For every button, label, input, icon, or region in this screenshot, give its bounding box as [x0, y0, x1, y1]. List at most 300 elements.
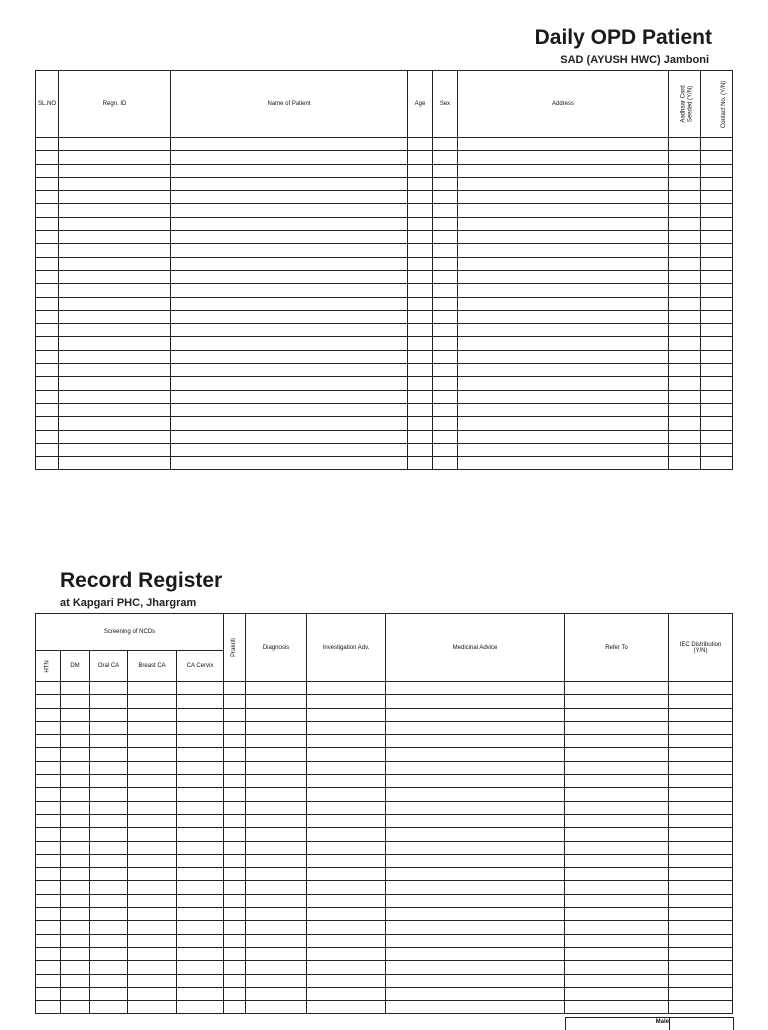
opd-table-cell[interactable]: [701, 403, 733, 416]
opd-table-cell[interactable]: [458, 310, 669, 323]
opd-table-cell[interactable]: [458, 164, 669, 177]
record-table-cell[interactable]: [246, 841, 307, 854]
record-table-cell[interactable]: [307, 908, 386, 921]
record-table-cell[interactable]: [224, 761, 246, 774]
opd-table-cell[interactable]: [669, 270, 701, 283]
opd-table-cell[interactable]: [458, 244, 669, 257]
record-table-cell[interactable]: [565, 921, 669, 934]
record-table-cell[interactable]: [669, 934, 733, 947]
record-table-cell[interactable]: [36, 868, 61, 881]
opd-table-cell[interactable]: [669, 377, 701, 390]
record-table-cell[interactable]: [61, 908, 90, 921]
record-table-cell[interactable]: [224, 921, 246, 934]
opd-table-cell[interactable]: [433, 244, 458, 257]
opd-table-cell[interactable]: [408, 350, 433, 363]
record-table-cell[interactable]: [36, 721, 61, 734]
opd-table-cell[interactable]: [36, 138, 59, 151]
record-table-cell[interactable]: [669, 868, 733, 881]
record-table-cell[interactable]: [386, 947, 565, 960]
record-table-cell[interactable]: [90, 881, 128, 894]
opd-table-cell[interactable]: [59, 151, 171, 164]
record-table-cell[interactable]: [307, 708, 386, 721]
opd-table-cell[interactable]: [433, 310, 458, 323]
opd-table-cell[interactable]: [59, 270, 171, 283]
record-table-cell[interactable]: [90, 894, 128, 907]
record-table-cell[interactable]: [386, 828, 565, 841]
opd-table-cell[interactable]: [458, 217, 669, 230]
record-table-cell[interactable]: [307, 987, 386, 1000]
record-table-cell[interactable]: [36, 801, 61, 814]
opd-table-cell[interactable]: [458, 457, 669, 470]
opd-table-cell[interactable]: [701, 270, 733, 283]
opd-table-cell[interactable]: [669, 390, 701, 403]
record-table-cell[interactable]: [36, 921, 61, 934]
opd-table-cell[interactable]: [433, 364, 458, 377]
record-table-cell[interactable]: [224, 788, 246, 801]
record-table-cell[interactable]: [36, 934, 61, 947]
record-table-cell[interactable]: [128, 894, 177, 907]
opd-table-cell[interactable]: [669, 138, 701, 151]
opd-table-cell[interactable]: [701, 324, 733, 337]
opd-table-cell[interactable]: [59, 457, 171, 470]
opd-table-cell[interactable]: [36, 177, 59, 190]
record-table-cell[interactable]: [177, 761, 224, 774]
record-table-cell[interactable]: [669, 961, 733, 974]
record-table-cell[interactable]: [177, 934, 224, 947]
opd-table-cell[interactable]: [408, 270, 433, 283]
record-table-cell[interactable]: [386, 908, 565, 921]
record-table-cell[interactable]: [386, 854, 565, 867]
record-table-cell[interactable]: [386, 868, 565, 881]
record-table-cell[interactable]: [90, 814, 128, 827]
opd-table-cell[interactable]: [701, 231, 733, 244]
record-table-cell[interactable]: [224, 814, 246, 827]
record-table-cell[interactable]: [177, 908, 224, 921]
record-table-cell[interactable]: [36, 961, 61, 974]
opd-table-cell[interactable]: [458, 284, 669, 297]
record-table-cell[interactable]: [307, 788, 386, 801]
record-table-cell[interactable]: [565, 961, 669, 974]
opd-table-cell[interactable]: [458, 191, 669, 204]
record-table-cell[interactable]: [61, 974, 90, 987]
opd-table-cell[interactable]: [171, 257, 408, 270]
record-table-cell[interactable]: [128, 934, 177, 947]
record-table-cell[interactable]: [565, 788, 669, 801]
record-table-cell[interactable]: [669, 974, 733, 987]
opd-table-cell[interactable]: [59, 191, 171, 204]
opd-table-cell[interactable]: [36, 443, 59, 456]
record-table-cell[interactable]: [386, 1001, 565, 1014]
opd-table-cell[interactable]: [669, 284, 701, 297]
opd-table-cell[interactable]: [458, 177, 669, 190]
opd-table-cell[interactable]: [701, 138, 733, 151]
opd-table-cell[interactable]: [36, 297, 59, 310]
record-table-cell[interactable]: [565, 721, 669, 734]
record-table-cell[interactable]: [307, 721, 386, 734]
record-table-cell[interactable]: [565, 987, 669, 1000]
record-table-cell[interactable]: [307, 934, 386, 947]
record-table-cell[interactable]: [36, 894, 61, 907]
opd-table-cell[interactable]: [171, 364, 408, 377]
record-table-cell[interactable]: [177, 974, 224, 987]
record-table-cell[interactable]: [246, 828, 307, 841]
record-table-cell[interactable]: [669, 775, 733, 788]
opd-table-cell[interactable]: [408, 443, 433, 456]
opd-table-cell[interactable]: [36, 430, 59, 443]
record-table-cell[interactable]: [224, 721, 246, 734]
record-table-cell[interactable]: [565, 775, 669, 788]
record-table-cell[interactable]: [177, 987, 224, 1000]
record-table-cell[interactable]: [307, 881, 386, 894]
opd-table-cell[interactable]: [669, 151, 701, 164]
record-table-cell[interactable]: [224, 841, 246, 854]
record-table-cell[interactable]: [307, 947, 386, 960]
record-table-cell[interactable]: [386, 708, 565, 721]
opd-table-cell[interactable]: [59, 138, 171, 151]
record-table-cell[interactable]: [61, 868, 90, 881]
opd-table-cell[interactable]: [701, 164, 733, 177]
record-table-cell[interactable]: [128, 987, 177, 1000]
record-table-cell[interactable]: [128, 854, 177, 867]
opd-table-cell[interactable]: [171, 337, 408, 350]
opd-table-cell[interactable]: [701, 457, 733, 470]
record-table-cell[interactable]: [307, 775, 386, 788]
record-table-cell[interactable]: [224, 695, 246, 708]
opd-table-cell[interactable]: [433, 177, 458, 190]
record-table-cell[interactable]: [61, 814, 90, 827]
record-table-cell[interactable]: [128, 841, 177, 854]
record-table-cell[interactable]: [565, 947, 669, 960]
record-table-cell[interactable]: [61, 721, 90, 734]
record-table-cell[interactable]: [224, 908, 246, 921]
record-table-cell[interactable]: [669, 682, 733, 695]
opd-table-cell[interactable]: [408, 390, 433, 403]
record-table-cell[interactable]: [565, 974, 669, 987]
record-table-cell[interactable]: [36, 947, 61, 960]
record-table-cell[interactable]: [128, 735, 177, 748]
record-table-cell[interactable]: [177, 961, 224, 974]
record-table-cell[interactable]: [36, 695, 61, 708]
opd-table-cell[interactable]: [458, 403, 669, 416]
opd-table-cell[interactable]: [36, 164, 59, 177]
opd-table-cell[interactable]: [171, 270, 408, 283]
opd-table-cell[interactable]: [669, 457, 701, 470]
record-table-cell[interactable]: [128, 748, 177, 761]
record-table-cell[interactable]: [177, 682, 224, 695]
record-table-cell[interactable]: [224, 748, 246, 761]
record-table-cell[interactable]: [36, 788, 61, 801]
record-table-cell[interactable]: [669, 854, 733, 867]
record-table-cell[interactable]: [177, 748, 224, 761]
opd-table-cell[interactable]: [433, 164, 458, 177]
opd-table-cell[interactable]: [36, 204, 59, 217]
record-table-cell[interactable]: [224, 708, 246, 721]
record-table-cell[interactable]: [90, 947, 128, 960]
opd-table-cell[interactable]: [701, 191, 733, 204]
record-table-cell[interactable]: [246, 748, 307, 761]
opd-table-cell[interactable]: [458, 204, 669, 217]
record-table-cell[interactable]: [90, 1001, 128, 1014]
opd-table-cell[interactable]: [458, 430, 669, 443]
opd-table-cell[interactable]: [408, 457, 433, 470]
opd-table-cell[interactable]: [701, 430, 733, 443]
record-table-cell[interactable]: [90, 934, 128, 947]
record-table-cell[interactable]: [36, 775, 61, 788]
record-table-cell[interactable]: [61, 987, 90, 1000]
record-table-cell[interactable]: [386, 934, 565, 947]
opd-table-cell[interactable]: [408, 257, 433, 270]
record-table-cell[interactable]: [128, 961, 177, 974]
record-table-cell[interactable]: [177, 947, 224, 960]
record-table-cell[interactable]: [61, 881, 90, 894]
opd-table-cell[interactable]: [433, 430, 458, 443]
opd-table-cell[interactable]: [59, 364, 171, 377]
opd-table-cell[interactable]: [36, 337, 59, 350]
opd-table-cell[interactable]: [59, 297, 171, 310]
record-table-cell[interactable]: [61, 801, 90, 814]
record-table-cell[interactable]: [669, 921, 733, 934]
record-table-cell[interactable]: [128, 788, 177, 801]
record-table-cell[interactable]: [246, 961, 307, 974]
record-table-cell[interactable]: [307, 828, 386, 841]
record-table-cell[interactable]: [307, 961, 386, 974]
record-table-cell[interactable]: [61, 695, 90, 708]
record-table-cell[interactable]: [128, 775, 177, 788]
record-table-cell[interactable]: [246, 695, 307, 708]
opd-table-cell[interactable]: [171, 377, 408, 390]
opd-table-cell[interactable]: [701, 350, 733, 363]
record-table-cell[interactable]: [177, 708, 224, 721]
record-table-cell[interactable]: [565, 854, 669, 867]
record-table-cell[interactable]: [224, 682, 246, 695]
opd-table-cell[interactable]: [171, 217, 408, 230]
opd-table-cell[interactable]: [458, 443, 669, 456]
opd-table-cell[interactable]: [408, 297, 433, 310]
opd-table-cell[interactable]: [36, 217, 59, 230]
record-table-cell[interactable]: [565, 761, 669, 774]
record-table-cell[interactable]: [669, 748, 733, 761]
record-table-cell[interactable]: [565, 868, 669, 881]
opd-table-cell[interactable]: [59, 337, 171, 350]
record-table-cell[interactable]: [669, 881, 733, 894]
opd-table-cell[interactable]: [433, 270, 458, 283]
opd-table-cell[interactable]: [701, 257, 733, 270]
record-table-cell[interactable]: [307, 695, 386, 708]
record-table-cell[interactable]: [246, 761, 307, 774]
record-table-cell[interactable]: [128, 908, 177, 921]
record-table-cell[interactable]: [386, 735, 565, 748]
record-table-cell[interactable]: [565, 801, 669, 814]
record-table-cell[interactable]: [565, 908, 669, 921]
opd-table-cell[interactable]: [701, 177, 733, 190]
record-table-cell[interactable]: [128, 682, 177, 695]
opd-table-cell[interactable]: [701, 417, 733, 430]
record-table-cell[interactable]: [669, 761, 733, 774]
opd-table-cell[interactable]: [458, 231, 669, 244]
record-table-cell[interactable]: [565, 881, 669, 894]
opd-table-cell[interactable]: [458, 257, 669, 270]
opd-table-cell[interactable]: [408, 177, 433, 190]
record-table-cell[interactable]: [246, 814, 307, 827]
opd-table-cell[interactable]: [433, 284, 458, 297]
record-table-cell[interactable]: [61, 894, 90, 907]
record-table-cell[interactable]: [246, 721, 307, 734]
record-table-cell[interactable]: [177, 881, 224, 894]
record-table-cell[interactable]: [177, 921, 224, 934]
opd-table-cell[interactable]: [669, 350, 701, 363]
opd-table-cell[interactable]: [433, 138, 458, 151]
record-table-cell[interactable]: [386, 682, 565, 695]
opd-table-cell[interactable]: [171, 284, 408, 297]
record-table-cell[interactable]: [246, 682, 307, 695]
record-table-cell[interactable]: [177, 721, 224, 734]
opd-table-cell[interactable]: [458, 297, 669, 310]
record-table-cell[interactable]: [386, 695, 565, 708]
record-table-cell[interactable]: [386, 788, 565, 801]
opd-table-cell[interactable]: [408, 324, 433, 337]
opd-table-cell[interactable]: [458, 390, 669, 403]
record-table-cell[interactable]: [669, 828, 733, 841]
record-table-cell[interactable]: [307, 682, 386, 695]
opd-table-cell[interactable]: [36, 364, 59, 377]
record-table-cell[interactable]: [307, 801, 386, 814]
record-table-cell[interactable]: [669, 947, 733, 960]
opd-table-cell[interactable]: [408, 417, 433, 430]
opd-table-cell[interactable]: [171, 457, 408, 470]
record-table-cell[interactable]: [669, 788, 733, 801]
record-table-cell[interactable]: [128, 868, 177, 881]
record-table-cell[interactable]: [177, 894, 224, 907]
record-table-cell[interactable]: [386, 748, 565, 761]
record-table-cell[interactable]: [177, 801, 224, 814]
opd-table-cell[interactable]: [59, 430, 171, 443]
opd-table-cell[interactable]: [433, 403, 458, 416]
opd-table-cell[interactable]: [36, 377, 59, 390]
opd-table-cell[interactable]: [433, 337, 458, 350]
opd-table-cell[interactable]: [59, 377, 171, 390]
record-table-cell[interactable]: [61, 761, 90, 774]
opd-table-cell[interactable]: [669, 231, 701, 244]
opd-table-cell[interactable]: [701, 364, 733, 377]
opd-table-cell[interactable]: [433, 324, 458, 337]
record-table-cell[interactable]: [90, 735, 128, 748]
record-table-cell[interactable]: [128, 814, 177, 827]
record-table-cell[interactable]: [128, 801, 177, 814]
record-table-cell[interactable]: [307, 761, 386, 774]
opd-table-cell[interactable]: [408, 284, 433, 297]
record-table-cell[interactable]: [61, 682, 90, 695]
opd-table-cell[interactable]: [458, 151, 669, 164]
record-table-cell[interactable]: [90, 868, 128, 881]
opd-table-cell[interactable]: [171, 204, 408, 217]
record-table-cell[interactable]: [224, 881, 246, 894]
record-table-cell[interactable]: [90, 974, 128, 987]
record-table-cell[interactable]: [246, 1001, 307, 1014]
opd-table-cell[interactable]: [408, 337, 433, 350]
record-table-cell[interactable]: [386, 894, 565, 907]
record-table-cell[interactable]: [177, 868, 224, 881]
record-table-cell[interactable]: [61, 961, 90, 974]
record-table-cell[interactable]: [128, 881, 177, 894]
record-table-cell[interactable]: [177, 1001, 224, 1014]
opd-table-cell[interactable]: [669, 443, 701, 456]
record-table-cell[interactable]: [61, 708, 90, 721]
opd-table-cell[interactable]: [36, 231, 59, 244]
record-table-cell[interactable]: [90, 801, 128, 814]
record-table-cell[interactable]: [669, 735, 733, 748]
opd-table-cell[interactable]: [171, 231, 408, 244]
record-table-cell[interactable]: [90, 788, 128, 801]
record-table-cell[interactable]: [565, 828, 669, 841]
opd-table-cell[interactable]: [59, 217, 171, 230]
opd-table-cell[interactable]: [408, 310, 433, 323]
record-table-cell[interactable]: [565, 748, 669, 761]
opd-table-cell[interactable]: [171, 191, 408, 204]
record-table-cell[interactable]: [61, 775, 90, 788]
record-table-cell[interactable]: [90, 961, 128, 974]
opd-table-cell[interactable]: [171, 138, 408, 151]
record-table-cell[interactable]: [246, 947, 307, 960]
opd-table-cell[interactable]: [59, 324, 171, 337]
opd-table-cell[interactable]: [669, 403, 701, 416]
opd-table-cell[interactable]: [669, 430, 701, 443]
opd-table-cell[interactable]: [59, 390, 171, 403]
record-table-cell[interactable]: [246, 881, 307, 894]
record-table-cell[interactable]: [565, 708, 669, 721]
opd-table-cell[interactable]: [669, 364, 701, 377]
opd-table-cell[interactable]: [36, 191, 59, 204]
record-table-cell[interactable]: [669, 894, 733, 907]
opd-table-cell[interactable]: [36, 284, 59, 297]
record-table-cell[interactable]: [90, 761, 128, 774]
opd-table-cell[interactable]: [171, 244, 408, 257]
opd-table-cell[interactable]: [408, 430, 433, 443]
opd-table-cell[interactable]: [59, 284, 171, 297]
opd-table-cell[interactable]: [701, 151, 733, 164]
opd-table-cell[interactable]: [701, 284, 733, 297]
record-table-cell[interactable]: [386, 761, 565, 774]
opd-table-cell[interactable]: [458, 350, 669, 363]
record-table-cell[interactable]: [307, 748, 386, 761]
opd-table-cell[interactable]: [433, 417, 458, 430]
record-table-cell[interactable]: [669, 1001, 733, 1014]
opd-table-cell[interactable]: [36, 350, 59, 363]
opd-table-cell[interactable]: [669, 244, 701, 257]
opd-table-cell[interactable]: [433, 377, 458, 390]
record-table-cell[interactable]: [307, 868, 386, 881]
record-table-cell[interactable]: [386, 961, 565, 974]
opd-table-cell[interactable]: [59, 417, 171, 430]
record-table-cell[interactable]: [669, 721, 733, 734]
opd-table-cell[interactable]: [36, 390, 59, 403]
record-table-cell[interactable]: [36, 735, 61, 748]
opd-table-cell[interactable]: [171, 297, 408, 310]
opd-table-cell[interactable]: [408, 164, 433, 177]
record-table-cell[interactable]: [565, 894, 669, 907]
record-table-cell[interactable]: [61, 934, 90, 947]
opd-table-cell[interactable]: [171, 164, 408, 177]
opd-table-cell[interactable]: [433, 297, 458, 310]
opd-table-cell[interactable]: [36, 457, 59, 470]
record-table-cell[interactable]: [90, 908, 128, 921]
opd-table-cell[interactable]: [701, 337, 733, 350]
opd-table-cell[interactable]: [669, 297, 701, 310]
record-table-cell[interactable]: [565, 735, 669, 748]
record-table-cell[interactable]: [565, 682, 669, 695]
record-table-cell[interactable]: [307, 814, 386, 827]
opd-table-cell[interactable]: [433, 204, 458, 217]
opd-table-cell[interactable]: [433, 231, 458, 244]
